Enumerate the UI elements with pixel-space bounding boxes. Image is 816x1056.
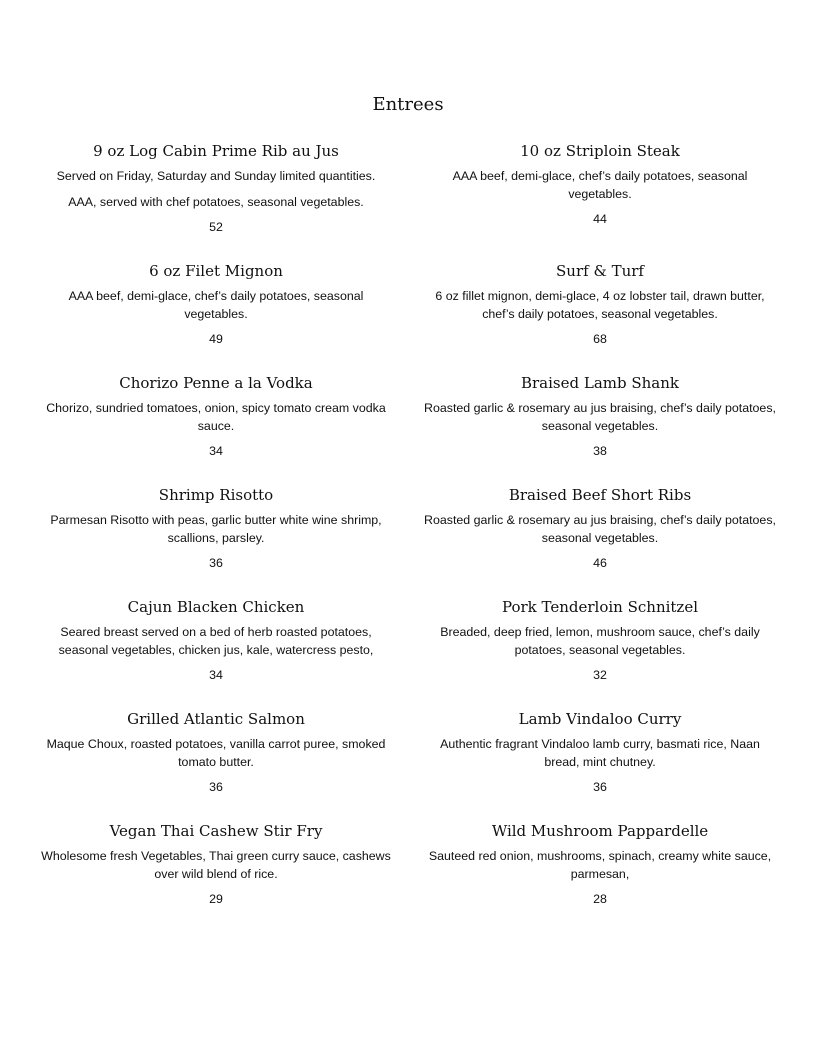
item-name: 10 oz Striploin Steak: [520, 142, 680, 160]
item-name: Lamb Vindaloo Curry: [518, 710, 682, 728]
menu-item: [424, 141, 776, 229]
menu-item: [424, 261, 776, 349]
item-price: 34: [209, 668, 223, 682]
page-title: Entrees: [372, 94, 444, 115]
item-price: 44: [593, 212, 607, 226]
item-name: Pork Tenderloin Schnitzel: [501, 598, 699, 616]
item-name: Wild Mushroom Pappardelle: [491, 822, 709, 840]
item-description: Breaded, deep fried, lemon, mushroom sauce, chef’s daily potatoes, seasonal vegetables.: [440, 625, 760, 657]
item-name: 6 oz Filet Mignon: [149, 262, 283, 280]
item-description: 6 oz fillet mignon, demi-glace, 4 oz lobster tail, drawn butter, chef’s daily potatoes, seasonal vegetables.: [435, 289, 765, 321]
item-price: 36: [593, 780, 607, 794]
menu-item: [40, 141, 392, 237]
item-description-secondary: AAA, served with chef potatoes, seasonal vegetables.: [68, 194, 364, 209]
item-name: Chorizo Penne a la Vodka: [119, 374, 313, 392]
item-price: 38: [593, 444, 607, 458]
item-description: Sauteed red onion, mushrooms, spinach, creamy white sauce, parmesan,: [428, 849, 772, 881]
item-name: Surf & Turf: [556, 262, 644, 280]
item-name: Braised Lamb Shank: [520, 374, 679, 392]
item-description: Chorizo, sundried tomatoes, onion, spicy tomato cream vodka sauce.: [46, 401, 386, 433]
item-description: Wholesome fresh Vegetables, Thai green curry sauce, cashews over wild blend of rice.: [41, 849, 391, 881]
item-price: 32: [593, 668, 607, 682]
item-description: Maque Choux, roasted potatoes, vanilla carrot puree, smoked tomato butter.: [46, 737, 386, 769]
menu-item: [424, 485, 776, 573]
item-price: 36: [209, 556, 223, 570]
item-price: 46: [593, 556, 607, 570]
item-name: Grilled Atlantic Salmon: [127, 710, 305, 728]
item-price: 36: [209, 780, 223, 794]
item-description: AAA beef, demi-glace, chef’s daily potatoes, seasonal vegetables.: [68, 289, 364, 321]
item-price: 52: [209, 220, 223, 234]
item-description: Seared breast served on a bed of herb roasted potatoes, seasonal vegetables, chicken jus, kale, watercress pesto,: [58, 625, 374, 657]
menu-item: [40, 709, 392, 797]
menu-item: [424, 709, 776, 797]
item-price: 49: [209, 332, 223, 346]
menu-item: [424, 597, 776, 685]
item-description: Parmesan Risotto with peas, garlic butter white wine shrimp, scallions, parsley.: [50, 513, 382, 545]
item-description: Roasted garlic & rosemary au jus braising, chef’s daily potatoes, seasonal vegetables.: [424, 513, 776, 545]
item-price: 34: [209, 444, 223, 458]
item-description: Served on Friday, Saturday and Sunday limited quantities.: [56, 169, 376, 183]
item-price: 68: [593, 332, 607, 346]
item-price: 28: [593, 892, 607, 906]
item-name: Braised Beef Short Ribs: [508, 486, 692, 504]
item-description: AAA beef, demi-glace, chef’s daily potatoes, seasonal vegetables.: [452, 169, 748, 201]
item-name: Cajun Blacken Chicken: [127, 598, 305, 616]
menu-item: [424, 821, 776, 909]
menu-item: [40, 261, 392, 349]
menu-item: [40, 821, 392, 909]
menu-item: [40, 373, 392, 461]
item-description: Roasted garlic & rosemary au jus braising, chef’s daily potatoes, seasonal vegetables.: [424, 401, 776, 433]
item-description: Authentic fragrant Vindaloo lamb curry, basmati rice, Naan bread, mint chutney.: [440, 737, 760, 769]
item-name: Vegan Thai Cashew Stir Fry: [109, 822, 323, 840]
item-name: Shrimp Risotto: [158, 486, 274, 504]
item-price: 29: [209, 892, 223, 906]
menu-item: [40, 597, 392, 685]
item-name: 9 oz Log Cabin Prime Rib au Jus: [93, 142, 339, 160]
menu-item: [40, 485, 392, 573]
menu-item: [424, 373, 776, 461]
